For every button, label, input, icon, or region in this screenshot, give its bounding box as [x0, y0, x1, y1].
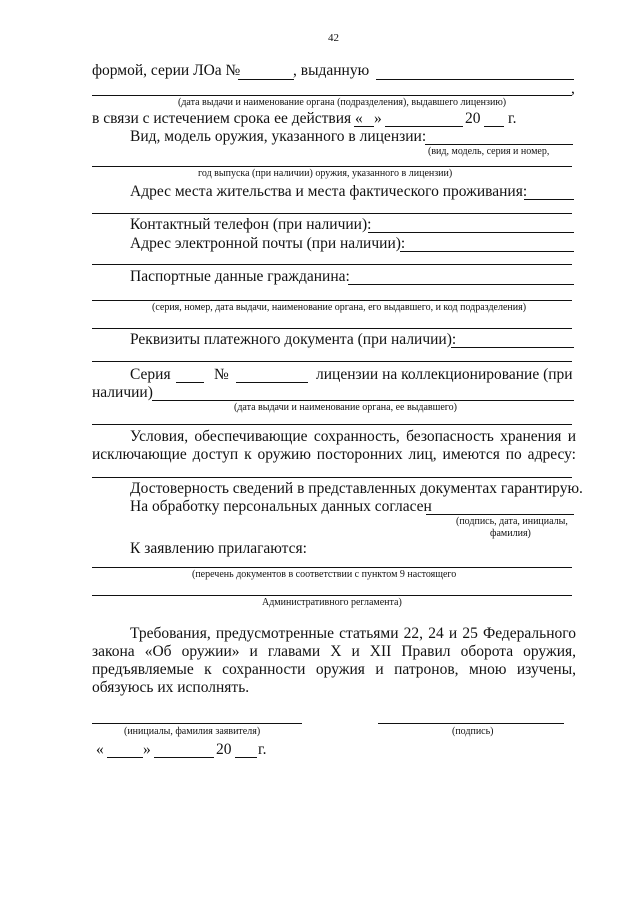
blank-expiry-month[interactable] — [385, 126, 463, 127]
caption-signature-date: (подпись, дата, инициалы, — [456, 516, 568, 527]
page-number: 42 — [328, 32, 339, 44]
text-guarantee: Достоверность сведений в представленных документах гарантирую. — [130, 480, 583, 497]
text-year-suffix: г. — [508, 110, 517, 127]
text-phone: Контактный телефон (при наличии): — [130, 216, 372, 233]
text-attachments: К заявлению прилагаются: — [130, 540, 307, 557]
blank-date-month[interactable] — [154, 757, 214, 758]
blank-payment-cont[interactable] — [92, 361, 572, 362]
text-if-any: наличии) — [92, 384, 153, 401]
blank-passport-cont[interactable] — [92, 300, 572, 301]
text-date-year-suffix: г. — [258, 741, 267, 758]
text-date-quote-close: » — [143, 741, 151, 758]
text-series: Серия — [130, 366, 171, 383]
caption-signature: (подпись) — [452, 726, 494, 737]
text-storage-conditions: Условия, обеспечивающие сохранность, безопасность хранения и — [130, 428, 576, 445]
text-email: Адрес электронной почты (при наличии): — [130, 235, 406, 252]
blank-passport-cont-2[interactable] — [92, 328, 572, 329]
blank-issued-by[interactable] — [376, 79, 574, 80]
text-quote-close: » — [374, 110, 382, 127]
text-passport: Паспортные данные гражданина: — [130, 268, 350, 285]
blank-license-number[interactable] — [238, 79, 294, 80]
text-requirements-4: обязуюсь их исполнять. — [92, 679, 250, 696]
text-number-sign: № — [214, 366, 229, 383]
caption-surname: фамилия) — [490, 528, 531, 539]
blank-attachments-cont[interactable] — [92, 595, 572, 596]
text-requirements-2: закона «Об оружии» и главами X и XII Правил оборота оружия, — [92, 643, 576, 660]
text-comma: , — [571, 80, 575, 97]
blank-passport[interactable] — [348, 284, 574, 285]
caption-issue-date-authority: (дата выдачи и наименование органа (подразделения), выдавшего лицензию) — [178, 97, 507, 108]
blank-series[interactable] — [176, 382, 204, 383]
blank-email-cont[interactable] — [92, 264, 572, 265]
blank-weapon-details[interactable] — [92, 166, 572, 167]
text-weapon-type: Вид, модель оружия, указанного в лицензии: — [130, 128, 427, 145]
caption-collection-issued: (дата выдачи и наименование органа, ее выдавшего) — [234, 402, 457, 413]
caption-passport-details: (серия, номер, дата выдачи, наименование органа, его выдавшего, и код подразделения) — [152, 302, 527, 313]
blank-storage-address[interactable] — [92, 477, 572, 478]
blank-consent-signature[interactable] — [426, 514, 574, 515]
text-date-quote-open: « — [96, 741, 104, 758]
text-date-year-prefix: 20 — [216, 741, 232, 758]
blank-weapon-type[interactable] — [425, 144, 573, 145]
text-form-series: формой, серии ЛОа № — [92, 62, 241, 79]
caption-attachments-list: (перечень документов в соответствии с пунктом 9 настоящего — [192, 569, 457, 580]
blank-issued-by-cont[interactable] — [92, 95, 572, 96]
text-expiry: в связи с истечением срока ее действия « — [92, 110, 363, 127]
blank-payment[interactable] — [451, 347, 574, 348]
blank-address[interactable] — [524, 199, 574, 200]
text-consent: На обработку персональных данных согласен — [130, 498, 432, 515]
text-payment: Реквизиты платежного документа (при наличии): — [130, 331, 457, 348]
text-requirements-3: предъявляемые к сохранности оружия и патронов, мною изучены, — [92, 661, 576, 678]
blank-expiry-day[interactable] — [354, 126, 374, 127]
caption-weapon-year: год выпуска (при наличии) оружия, указанного в лицензии) — [198, 168, 453, 179]
blank-signature[interactable] — [378, 723, 564, 724]
text-issued: , выданную — [293, 62, 370, 79]
blank-expiry-year[interactable] — [484, 126, 504, 127]
blank-collection-cont[interactable] — [92, 424, 572, 425]
blank-attachments[interactable] — [92, 567, 572, 568]
text-year-prefix: 20 — [465, 110, 481, 127]
blank-email[interactable] — [400, 251, 574, 252]
blank-date-day[interactable] — [107, 757, 143, 758]
blank-date-year[interactable] — [235, 757, 257, 758]
caption-weapon-details: (вид, модель, серия и номер, — [428, 146, 550, 157]
caption-regulation: Административного регламента) — [262, 597, 402, 608]
text-storage-address: исключающие доступ к оружию посторонних лиц, имеются по адресу: — [92, 446, 576, 463]
blank-applicant-name[interactable] — [92, 723, 302, 724]
text-collection-license: лицензии на коллекционирование (при — [316, 366, 573, 383]
blank-address-cont[interactable] — [92, 213, 572, 214]
blank-collection-number[interactable] — [236, 382, 308, 383]
blank-phone[interactable] — [368, 232, 574, 233]
text-address: Адрес места жительства и места фактического проживания: — [130, 183, 528, 200]
text-requirements-1: Требования, предусмотренные статьями 22, 24 и 25 Федерального — [130, 625, 576, 642]
blank-collection-issued[interactable] — [152, 400, 574, 401]
caption-applicant-name: (инициалы, фамилия заявителя) — [124, 726, 261, 737]
